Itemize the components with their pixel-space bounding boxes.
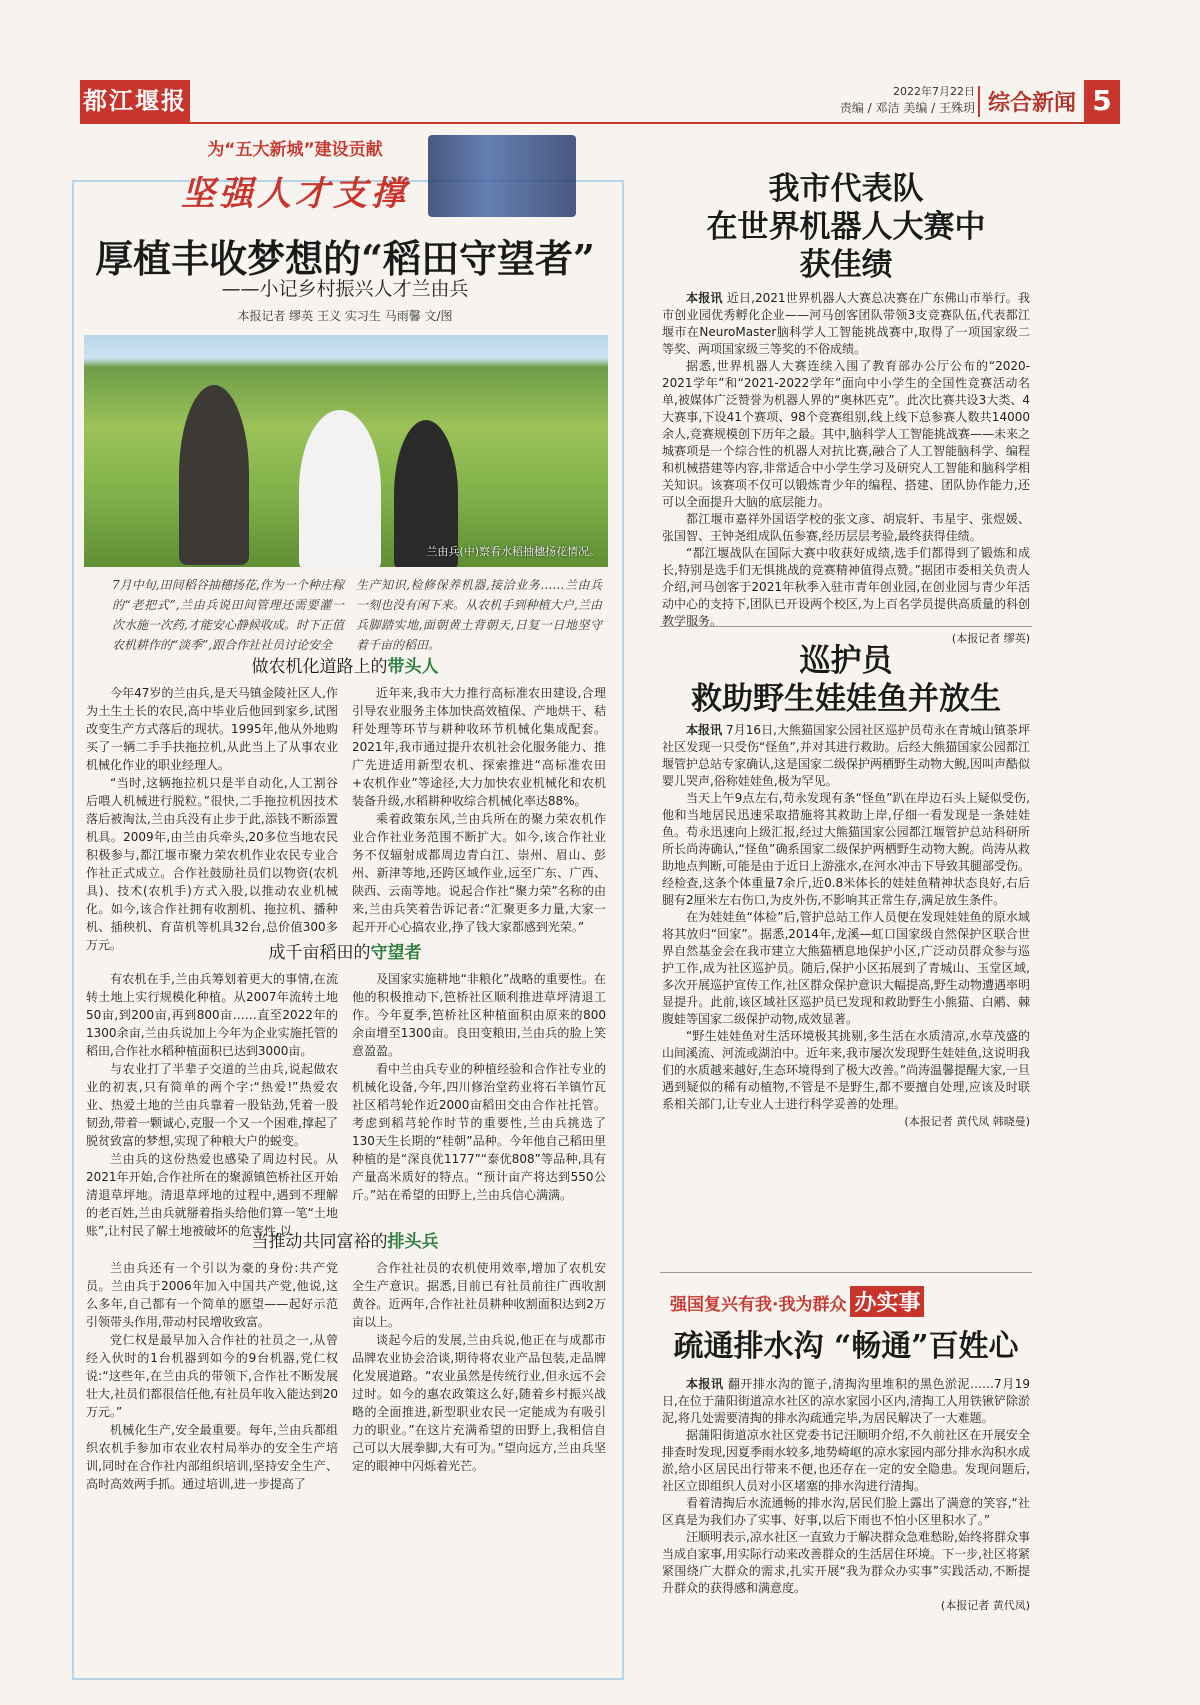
section3-heading: [80, 1227, 610, 1252]
rice-field-photo: [84, 335, 608, 567]
newspaper-logo: 都江堰报: [80, 80, 190, 122]
section3-heading-highlight: 排头兵: [387, 1232, 439, 1252]
paragraph: 机械化生产,安全最重要。每年,兰由兵都组织农机手参加市农业农村局举办的安全生产培训,同时在合作社内部组织培训,坚持安全生产、高时高效两手抓。通过培训,进一步提高了: [86, 1423, 338, 1491]
section2-col-left: [86, 970, 338, 1240]
paragraph: 谈起今后的发展,兰由兵说,他正在与成都市品牌农业协会洽谈,期待将农业产品包装,走品牌化发展道路。“农业虽然是传统行业,但永远不会过时。如今的惠农政策这么好,随着乡村振兴战略的全面推进,新型职业农民一定能成为有吸引力的职业。”在这片充满希望的田野上,我相信自己可以大展拳脚,大有可为。”望向远方,兰由兵坚定的眼神中闪烁着光芒。: [352, 1333, 606, 1473]
robot-article-body: [662, 290, 1030, 647]
title-line: 救助野生娃娃鱼并放生: [691, 681, 1001, 717]
feature-title: 厚植丰收梦想的“稻田守望者”: [95, 236, 595, 281]
paragraph: 乘着政策东风,兰由兵所在的聚力荣农机作业合作社业务范围不断扩大。如今,该合作社业务不仅辐射成都周边青白江、崇州、眉山、彭州、新津等地,还跨区域作业,远至广东、广西、陕西、云南等地。说起合作社“聚力荣”名称的由来,兰由兵笑着告诉记者:“汇聚更多力量,大家一起开开心心搞农业,挣了钱大家都感到光荣。”: [352, 812, 606, 934]
section2-heading-text: 成千亩稻田的: [268, 943, 371, 963]
section1-heading-highlight: 带头人: [387, 657, 439, 677]
robot-article-title: [660, 170, 1032, 284]
section1-heading: [80, 652, 610, 677]
drain-article-body: [662, 1376, 1030, 1614]
feature-banner: [165, 135, 425, 220]
issue-meta: [840, 84, 975, 116]
slogan-box: 办实事: [850, 1286, 924, 1317]
divider: [660, 626, 1032, 627]
robot-credit: (本报记者 缪英): [951, 632, 1030, 645]
paragraph: 看着清掏后水流通畅的排水沟,居民们脸上露出了满意的笑容,“社区真是为我们办了实事、好事,以后下雨也不怕小区里积水了。”: [662, 1496, 1030, 1527]
section3-col-left: [86, 1259, 338, 1493]
news-tag: 本报讯: [686, 1377, 724, 1391]
title-line: 获佳绩: [799, 247, 893, 283]
slogan-text: 强国复兴有我·我为群众: [670, 1295, 847, 1315]
patrol-article-body: [662, 722, 1030, 1130]
divider: [660, 1272, 1032, 1273]
paragraph: “都江堰战队在国际大赛中收获好成绩,选手们都得到了锻炼和成长,特别是选手们无惧挑战的竞赛精神值得点赞。”据团市委相关负责人介绍,河马创客于2021年秋季入驻市青年创业园,在创业园与青少年活动中心的支持下,团队已开设两个校区,为上百名学员提供高质量的科创教学服务。: [662, 546, 1030, 628]
drain-credit: (本报记者 黄代凤): [940, 1599, 1030, 1612]
paragraph: 近年来,我市大力推行高标准农田建设,合理引导农业服务主体加快高效植保、产地烘干、秸秆处理等环节与耕种收环节机械化集成配套。2021年,我市通过提升农机社会化服务能力、推广先进适用新型农机、探索推进“高标准农田+农机作业”等途径,大力加快农业机械化和农机装备升级,水稻耕种收综合机械化率达88%。: [352, 686, 606, 808]
paragraph: 翻开排水沟的篦子,清掏沟里堆积的黑色淤泥……7月19日,在位于蒲阳街道凉水社区的凉水家园小区内,清掏工人用铁锹铲除淤泥,将几处需要清掏的排水沟疏通完毕,为居民解决了一大难题。: [662, 1377, 1030, 1425]
section2-heading-highlight: 守望者: [370, 943, 422, 963]
section2-col-right: [352, 970, 606, 1204]
banner-main: 坚强人才支撑: [181, 174, 409, 214]
paragraph: 兰由兵还有一个引以为豪的身份:共产党员。兰由兵于2006年加入中国共产党,他说,这么多年,自己都有一个简单的愿望——起好示范引领带头作用,带动村民增收致富。: [86, 1261, 338, 1329]
section1-col-left: [86, 684, 338, 954]
section1-col-right: [352, 684, 606, 936]
paragraph: 近日,2021世界机器人大赛总决赛在广东佛山市举行。我市创业园优秀孵化企业——河马创客团队带领3支竞赛队伍,代表都江堰市在NeuroMaster脑科学人工智能挑战赛中,取得了一项国家级二等奖、两项国家级三等奖的不俗成绩。: [662, 291, 1030, 356]
campaign-slogan: [670, 1286, 1022, 1322]
paragraph: 兰由兵的这份热爱也感染了周边村民。从2021年开始,合作社所在的聚源镇笆桥社区开始清退草坪地。清退草坪地的过程中,遇到不理解的老百姓,兰由兵就掰着指头给他们算一笔“土地账”,让村民了解土地被破坏的危害性,以: [86, 1152, 338, 1238]
lead-left: 7月中旬,田间稻谷抽穗扬花,作为一个种庄稼的“老把式”,兰由兵说田间管理还需要灌一次水施一次药,才能安心静候收成。时下正值农机耕作的“淡季”,跟合作社社员讨论安全: [112, 578, 344, 652]
paragraph: 都江堰市嘉祥外国语学校的张文彦、胡宸轩、韦星宇、张煜媛、张国智、王钟尧组成队伍参赛,经历层层考验,最终获得佳绩。: [662, 512, 1030, 543]
issue-date: 2022年7月22日: [893, 85, 975, 98]
paragraph: 及国家实施耕地“非粮化”战略的重要性。在他的积极推动下,笆桥社区顺利推进草坪清退工作。今年夏季,笆桥社区种植面积由原来的800余亩增至1300亩。良田变粮田,兰由兵的脸上笑意盈盈。: [352, 972, 606, 1058]
lan-youbing-figure: [299, 410, 381, 567]
paragraph: 当天上午9点左右,苟永发现有条“怪鱼”趴在岸边石头上疑似受伤,他和当地居民迅速采取措施将其救助上岸,仔细一看发现是一条娃娃鱼。苟永迅速向上级汇报,经过大熊猫国家公园都江堰管护总站科研所所长尚涛确认,“怪鱼”确系国家二级保护两栖野生动物大鲵。尚涛从救助地点判断,可能是由于近日上游涨水,在河水冲击下导致其腿部受伤。经检查,这条个体重量7余斤,近0.8米体长的娃娃鱼精神状态良好,右后腿有2厘米左右伤口,为皮外伤,不影响其正常生存,满足放生条件。: [662, 791, 1030, 907]
paragraph: 合作社社员的农机使用效率,增加了农机安全生产意识。据悉,目前已有社员前往广西收割黄谷。近两年,合作社社员耕种收割面积达到2万亩以上。: [352, 1261, 606, 1329]
patrol-article-title: [660, 642, 1032, 718]
photo-caption: 兰由兵(中)察看水稻抽穗扬花情况。: [426, 545, 600, 558]
section3-heading-text: 当推动共同富裕的: [251, 1232, 388, 1252]
lead-right: 生产知识,检修保养机器,接洽业务……兰由兵一刻也没有闲下来。从农机手到种植大户,兰由兵脚踏实地,面朝黄土背朝天,日复一日地坚守着千亩的稻田。: [356, 578, 602, 652]
feature-subtitle: ——小记乡村振兴人才兰由兵: [221, 278, 469, 300]
patrol-credit: (本报记者 黄代凤 韩晓曼): [904, 1115, 1030, 1128]
title-line: 我市代表队: [768, 171, 924, 207]
paragraph: 据悉,世界机器人大赛连续入围了教育部办公厅公布的“2020-2021学年”和“2021-2022学年”面向中小学生的全国性竞赛活动名单,被媒体广泛赞誉为机器人界的“奥林匹克”。此次比赛共设3大类、4大赛事,下设41个赛项、98个竞赛组别,线上线下总参赛人数共14000余人,竞赛规模创下历年之最。其中,脑科学人工智能挑战赛——未来之城赛项是一个综合性的机器人对抗比赛,融合了人工智能脑科学、编程和机械搭建等内容,非常适合中小学生学习及研究人工智能和脑科学相关知识。该赛项不仅可以锻炼青少年的编程、搭建、团队协作能力,还可以全面提升大脑的底层能力。: [662, 359, 1030, 509]
paragraph: 与农业打了半辈子交道的兰由兵,说起做农业的初衷,只有简单的两个字:“热爱!”热爱农业、热爱土地的兰由兵靠着一股钻劲,凭着一股韧劲,带着一颗诚心,克服一个又一个困难,撑起了脱贫致富的梦想,实现了种粮大户的蜕变。: [86, 1062, 338, 1148]
title-line: 巡护员: [799, 643, 893, 679]
news-tag: 本报讯: [686, 723, 723, 737]
paragraph: 据蒲阳街道凉水社区党委书记汪顺明介绍,不久前社区在开展安全排查时发现,因夏季雨水较多,地势崎岖的凉水家园内部分排水沟积水成淤,给小区居民出行带来不便,也还存在一定的安全隐患。发现问题后,社区立即组织人员对小区堵塞的排水沟进行清掏。: [662, 1428, 1030, 1493]
drain-article-title: 疏通排水沟 “畅通”百姓心: [673, 1329, 1019, 1364]
paragraph: 7月16日,大熊猫国家公园社区巡护员苟永在青城山镇茶坪社区发现一只受伤“怪鱼”,并对其进行救助。后经大熊猫国家公园都江堰管护总站专家确认,这是国家二级保护两栖野生动物大鲵,因叫声酷似婴儿哭声,俗称娃娃鱼,极为罕见。: [662, 723, 1030, 788]
news-tag: 本报讯: [686, 291, 723, 305]
people-silhouette-graphic: [428, 135, 576, 217]
paragraph: “野生娃娃鱼对生活环境极其挑剔,多生活在水质清凉,水草茂盛的山间溪流、河流或湖泊中。近年来,我市屡次发现野生娃娃鱼,这说明我们的水质越来越好,生态环境得到了极大改善。”尚涛温馨提醒大家,一旦遇到疑似的稀有动植物,不管是不是野生,都不要擅自处理,应该及时联系相关部门,让专业人士进行科学妥善的处理。: [662, 1029, 1030, 1111]
page-number: 5: [1084, 80, 1120, 122]
farmer-figure: [179, 385, 249, 565]
paragraph: “当时,这辆拖拉机只是半自动化,人工割谷后喂人机械进行脱粒。”很快,二手拖拉机因技术落后被淘汰,兰由兵没有止步于此,添钱不断添置机具。2009年,由兰由兵牵头,20多位当地农民积极参与,都江堰市聚力荣农机作业农民专业合作社正式成立。合作社鼓励社员们以物资(农机具)、技术(农机手)方式入股,以推动农业机械化。如今,该合作社拥有收割机、拖拉机、播种机、插秧机、育苗机等机具32台,总价值300多万元。: [86, 776, 338, 952]
banner-top: 为“五大新城”建设贡献: [207, 140, 383, 160]
paragraph: 党仁权是最早加入合作社的社员之一,从曾经入伙时的1台机器到如今的9台机器,党仁权说:“这些年,在兰由兵的带领下,合作社不断发展壮大,社员们都很信任他,有社员年收入能达到20万元。”: [86, 1333, 338, 1419]
paragraph: 汪顺明表示,凉水社区一直致力于解决群众急难愁盼,始终将群众事当成自家事,用实际行动来改善群众的生活居住环境。下一步,社区将紧紧围绕广大群众的需求,扎实开展“我为群众办实事”实践活动,不断提升群众的获得感和满意度。: [662, 1530, 1030, 1595]
section-name: 综合新闻: [978, 86, 1076, 117]
paragraph: 今年47岁的兰由兵,是天马镇金陵社区人,作为土生土长的农民,高中毕业后他回到家乡,试图改变生产方式落后的现状。1995年,他从外地购买了一辆二手手扶拖拉机,从此当上了从事农业机械化作业的职业经理人。: [86, 686, 338, 772]
editors: 责编 / 邓洁 美编 / 王殊玥: [839, 101, 975, 115]
section3-col-right: [352, 1259, 606, 1475]
section2-heading: [80, 938, 610, 963]
section1-heading-text: 做农机化道路上的: [251, 657, 388, 677]
paragraph: 在为娃娃鱼“体检”后,管护总站工作人员便在发现娃娃鱼的原水域将其放归“回家”。据悉,2014年,龙溪—虹口国家级自然保护区联合世界自然基金会在我市建立大熊猫栖息地保护小区,广泛动员群众参与巡护工作,成为社区巡护员。随后,保护小区拓展到了青城山、玉堂区域,多次开展巡护宣传工作,社区群众保护意识大幅提高,野生动物遭遇率明显提升。此前,该区域社区巡护员已发现和救助野生小熊猫、白鹇、棘腹蛙等国家二级保护动物,成效显著。: [662, 910, 1030, 1026]
feature-byline: 本报记者 缪英 王义 实习生 马雨馨 文/图: [237, 309, 453, 323]
title-line: 在世界机器人大赛中: [706, 209, 986, 245]
paragraph: 有农机在手,兰由兵筹划着更大的事情,在流转土地上实行规模化种植。从2007年流转土地50亩,到200亩,再到800亩……直至2022年的1300余亩,兰由兵说加上今年为企业实施托管的稻田,合作社水稻种植面积已达到3000亩。: [86, 972, 338, 1058]
masthead: [80, 80, 1120, 124]
paragraph: 看中兰由兵专业的种植经验和合作社专业的机械化设备,今年,四川修治堂药业将石羊镇竹瓦社区稻芎轮作近2000亩稻田交由合作社托管。考虑到稻芎轮作时节的重要性,兰由兵挑选了130天生长期的“桂朝”品种。今年他自己稻田里种植的是“深良优1177”“泰优808”等品种,具有产量高米质好的特点。“预计亩产将达到550公斤。”站在希望的田野上,兰由兵信心满满。: [352, 1062, 606, 1202]
